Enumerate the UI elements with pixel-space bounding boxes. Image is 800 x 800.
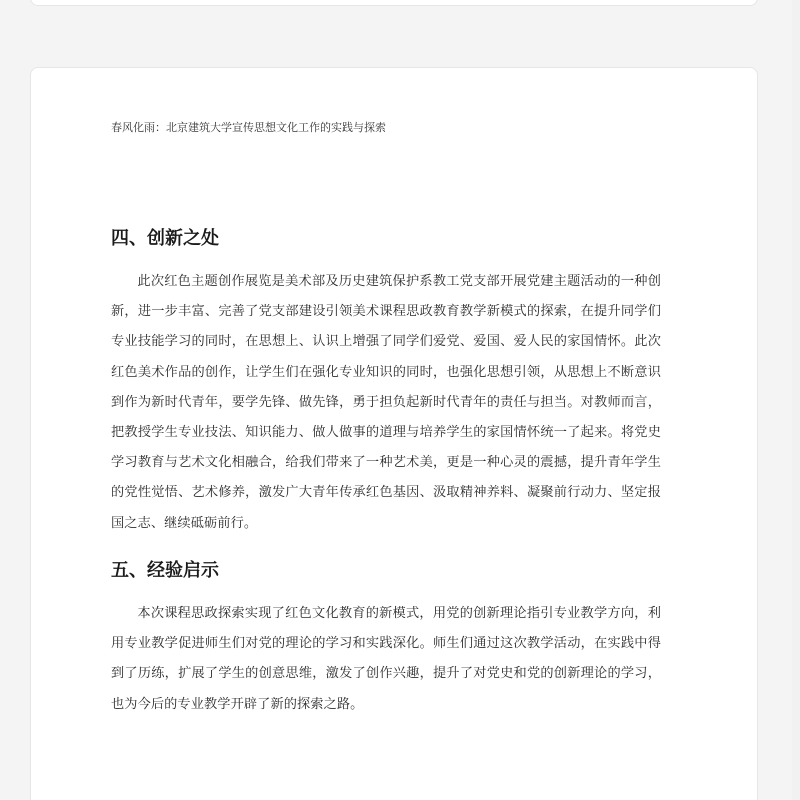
scrollbar[interactable]: [792, 0, 800, 800]
section-paragraph-experience: 本次课程思政探索实现了红色文化教育的新模式，用党的创新理论指引专业教学方向，利用专业教学促进师生们对党的理论的学习和实践深化。师生们通过这次教学活动，在实践中得到了历练，扩展了学生的创意思维，激发了创作兴趣，提升了对党史和党的创新理论的学习，也为今后的专业教学开辟了新的探索之路。: [111, 606, 661, 712]
section-heading-innovation: 四、创新之处: [111, 228, 219, 249]
section-heading-experience: 五、经验启示: [111, 560, 219, 581]
running-header: 春风化雨：北京建筑大学宣传思想文化工作的实践与探索: [111, 121, 386, 134]
section-paragraph-innovation: 此次红色主题创作展览是美术部及历史建筑保护系教工党支部开展党建主题活动的一种创新，进一步丰富、完善了党支部建设引领美术课程思政教育教学新模式的探索，在提升同学们专业技能学习的同时，在思想上、认识上增强了同学们爱党、爱国、爱人民的家国情怀。此次红色美术作品的创作，让学生们在强化专业知识的同时，也强化思想引领，从思想上不断意识到作为新时代青年，要学先锋、做先锋，勇于担负起新时代青年的责任与担当。对教师而言，把教授学生专业技法、知识能力、做人做事的道理与培养学生的家国情怀统一了起来。将党史学习教育与艺术文化相融合，给我们带来了一种艺术美，更是一种心灵的震撼，提升青年学生的党性觉悟、艺术修养，激发广大青年传承红色基因、汲取精神养料、凝聚前行动力、坚定报国之志、继续砥砺前行。: [111, 274, 661, 531]
document-page: [30, 67, 758, 800]
previous-page: [30, 0, 758, 6]
